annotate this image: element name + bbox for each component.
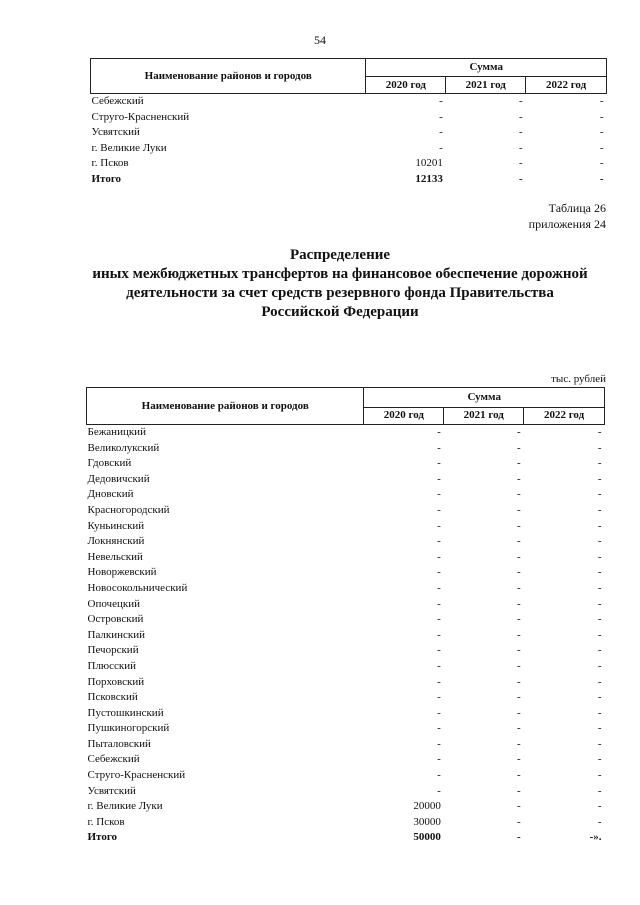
value-2022-cell: - [597,457,602,470]
value-2022-cell: - [597,566,602,579]
value-2021-cell: - [518,141,523,154]
district-name-cell: Дедовичский [87,472,150,485]
value-2020-cell: - [437,769,441,782]
district-name-cell: Великолукский [87,441,160,454]
value-2022-cell: - [599,172,604,185]
value-2022-cell: - [597,519,602,532]
table-row [87,550,605,566]
table-row [87,721,605,737]
table-row [87,737,605,753]
district-name-cell: Струго-Красненский [87,769,186,782]
table-continuation [90,58,607,188]
value-2021-cell: - [516,659,521,672]
table-row [87,675,605,691]
value-2022-cell: - [597,644,602,657]
header-name: Наименование районов и городов [91,59,366,94]
value-2021-cell: - [516,784,521,797]
value-2020-cell: - [439,126,443,139]
value-2020-cell: - [437,457,441,470]
value-2021-cell: - [516,675,521,688]
district-name-cell: г. Псков [91,157,129,170]
district-name-cell: г. Великие Луки [87,800,163,813]
value-2020-cell: - [439,110,443,123]
value-2022-cell: - [599,126,604,139]
value-2020-cell: - [437,706,441,719]
district-name-cell: Пустошкинский [87,706,164,719]
value-2020-cell: - [437,550,441,563]
value-2021-cell: - [516,457,521,470]
value-2021-cell: - [518,126,523,139]
table-row [87,706,605,722]
value-2021-cell: - [516,613,521,626]
value-2022-cell: - [597,426,602,438]
value-2022-cell: - [599,110,604,123]
value-2021-cell: - [516,831,521,844]
district-name-cell: г. Великие Луки [91,141,167,154]
table-row [87,830,605,846]
value-2022-cell: - [597,815,602,828]
table-row [87,534,605,550]
value-2021-cell: - [516,581,521,594]
value-2022-cell: - [597,722,602,735]
table-row [87,565,605,581]
value-2022-cell: - [597,659,602,672]
value-2021-cell: - [516,737,521,750]
table-row [91,141,607,157]
value-2022-cell: - [597,628,602,641]
value-2022-cell: - [599,157,604,170]
value-2022-cell: - [597,784,602,797]
district-name-cell: Новосокольнический [87,581,188,594]
value-2020-cell: - [437,441,441,454]
value-2022-cell: - [599,95,604,107]
value-2020-cell: - [437,644,441,657]
table-row [87,597,605,613]
value-2021-cell: - [516,706,521,719]
value-2020-cell: - [437,503,441,516]
value-2020-cell: - [437,488,441,501]
district-name-cell: Дновский [87,488,134,501]
district-name-cell: Себежский [91,95,144,107]
value-2021-cell: - [516,441,521,454]
district-name-cell: Плюсский [87,659,137,672]
value-2020-cell: - [437,472,441,485]
value-2020-cell: - [437,597,441,610]
table-row [87,425,605,441]
value-2020-cell: - [437,722,441,735]
value-2021-cell: - [516,566,521,579]
district-name-cell: Пыталовский [87,737,151,750]
district-name-cell: Новоржевский [87,566,157,579]
value-2022-cell: - [597,706,602,719]
value-2021-cell: - [516,800,521,813]
page-number: 54 [314,33,326,47]
value-2021-cell: - [516,769,521,782]
district-name-cell: Усвятский [87,784,136,797]
value-2020-cell: - [437,581,441,594]
header-year-2021: 2021 год [446,77,526,94]
units-label: тыс. рублей [551,373,606,385]
district-name-cell: Себежский [87,753,140,766]
table-row [87,752,605,768]
value-2022-cell: - [597,769,602,782]
value-2022-cell: -». [589,831,602,844]
value-2022-cell: - [597,753,602,766]
value-2021-cell: - [518,95,523,107]
value-2020-cell: - [437,784,441,797]
table-row [87,441,605,457]
header-year-2020: 2020 год [364,407,444,424]
value-2021-cell: - [516,644,521,657]
district-name-cell: Печорский [87,644,139,657]
title-line-3: деятельности за счет средств резервного фонда Правительства [126,285,554,301]
value-2021-cell: - [516,550,521,563]
value-2021-cell: - [516,535,521,548]
value-2022-cell: - [597,535,602,548]
table-row [87,503,605,519]
value-2020-cell: - [437,675,441,688]
value-2021-cell: - [516,503,521,516]
table-row [87,519,605,535]
value-2020-cell: 20000 [413,800,441,813]
header-year-2021: 2021 год [444,407,524,424]
table-row [91,172,607,188]
document-title [40,246,640,322]
table-row [87,643,605,659]
district-name-cell: Пушкиногорский [87,722,170,735]
table-row [87,581,605,597]
value-2021-cell: - [516,628,521,641]
header-year-2022: 2022 год [526,77,607,94]
value-2022-cell: - [597,800,602,813]
header-year-2022: 2022 год [524,407,605,424]
table-row [91,125,607,141]
district-name-cell: Порховский [87,675,145,688]
district-name-cell: Куньинский [87,519,145,532]
title-line-1: Распределение [289,247,391,263]
value-2021-cell: - [518,157,523,170]
value-2021-cell: - [518,172,523,185]
value-2022-cell: - [597,613,602,626]
district-name-cell: Усвятский [91,126,140,139]
value-2022-cell: - [597,503,602,516]
value-2020-cell: 10201 [415,157,443,170]
value-2021-cell: - [516,722,521,735]
table-row [91,156,607,172]
table-row [87,612,605,628]
table-row [87,815,605,831]
value-2021-cell: - [516,815,521,828]
table-row [87,690,605,706]
value-2020-cell: - [437,659,441,672]
value-2021-cell: - [518,110,523,123]
title-line-2: иных межбюджетных трансфертов на финансовое обеспечение дорожной [92,266,588,282]
district-name-cell: Невельский [87,550,143,563]
value-2021-cell: - [516,519,521,532]
table-row [87,628,605,644]
district-name-cell: Итого [91,172,122,185]
district-name-cell: Палкинский [87,628,146,641]
value-2022-cell: - [597,441,602,454]
value-2021-cell: - [516,472,521,485]
table-row [87,768,605,784]
table-row [91,94,607,110]
value-2020-cell: 30000 [413,815,441,828]
district-name-cell: Опочецкий [87,597,140,610]
district-name-cell: Псковский [87,691,138,704]
district-name-cell: Гдовский [87,457,132,470]
table-row [87,659,605,675]
value-2020-cell: - [437,737,441,750]
value-2020-cell: - [437,613,441,626]
value-2021-cell: - [516,426,521,438]
district-name-cell: Струго-Красненский [91,110,190,123]
value-2020-cell: 50000 [413,831,441,844]
value-2022-cell: - [597,597,602,610]
value-2020-cell: - [439,141,443,154]
distribution-table [86,387,605,846]
title-line-4: Российской Федерации [261,304,419,320]
table-number-caption: Таблица 26 [548,201,606,215]
district-name-cell: Красногородский [87,503,170,516]
value-2022-cell: - [599,141,604,154]
value-2020-cell: - [437,519,441,532]
table-row [91,110,607,126]
value-2020-cell: - [437,566,441,579]
value-2021-cell: - [516,753,521,766]
table-row [87,472,605,488]
value-2022-cell: - [597,488,602,501]
table-row [87,799,605,815]
table-row [87,456,605,472]
district-name-cell: Островский [87,613,144,626]
value-2021-cell: - [516,691,521,704]
value-2020-cell: - [437,628,441,641]
value-2022-cell: - [597,581,602,594]
table-row [87,784,605,800]
value-2022-cell: - [597,737,602,750]
value-2022-cell: - [597,550,602,563]
value-2021-cell: - [516,597,521,610]
header-name: Наименование районов и городов [87,388,364,425]
appendix-caption: приложения 24 [528,217,606,231]
district-name-cell: Бежаницкий [87,426,146,438]
value-2020-cell: - [437,691,441,704]
district-name-cell: Итого [87,831,118,844]
value-2021-cell: - [516,488,521,501]
table-row [87,487,605,503]
value-2022-cell: - [597,691,602,704]
value-2020-cell: 12133 [415,172,443,185]
header-sum: Сумма [366,59,607,77]
value-2022-cell: - [597,472,602,485]
value-2020-cell: - [437,426,441,438]
district-name-cell: Локнянский [87,535,145,548]
district-name-cell: г. Псков [87,815,125,828]
value-2020-cell: - [437,753,441,766]
value-2022-cell: - [597,675,602,688]
header-sum: Сумма [364,388,605,408]
value-2020-cell: - [437,535,441,548]
header-year-2020: 2020 год [366,77,446,94]
value-2020-cell: - [439,95,443,107]
